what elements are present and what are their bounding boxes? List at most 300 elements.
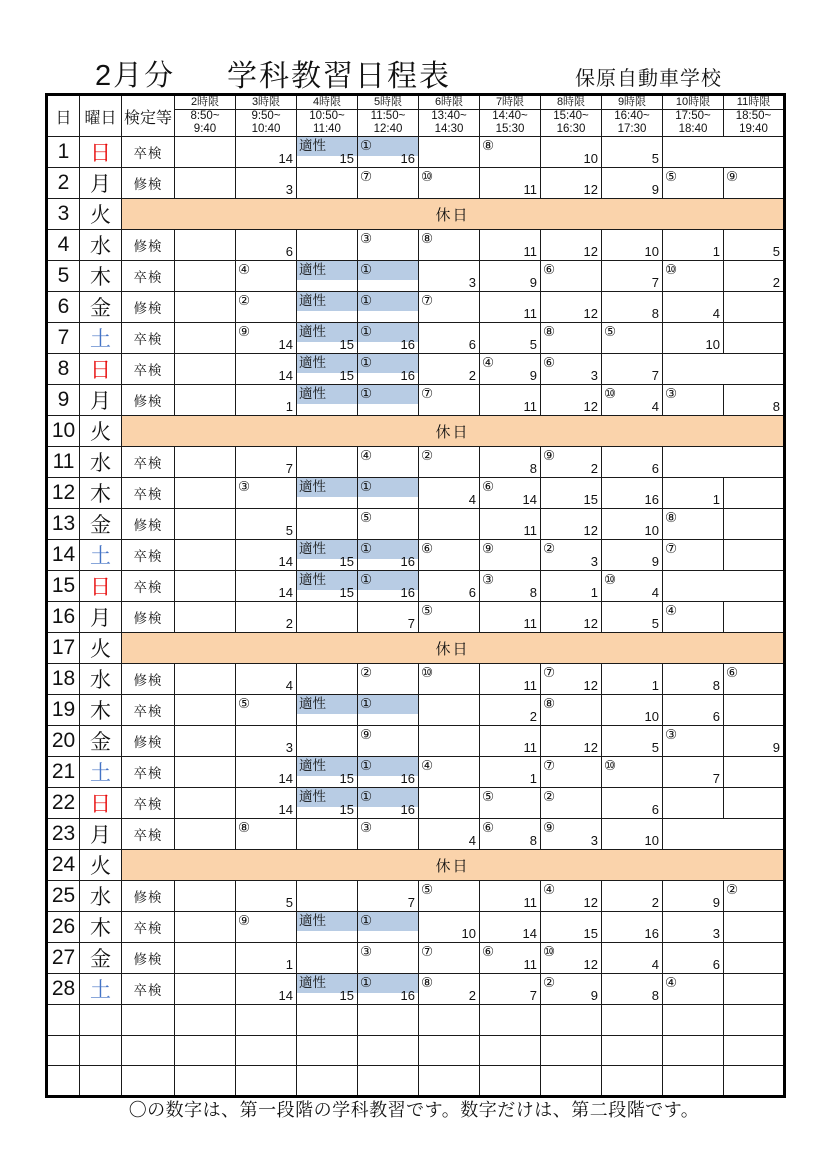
period-cell (541, 478, 602, 509)
period-cell-inner (297, 912, 357, 940)
period-cell-inner (541, 261, 601, 289)
period-cell (358, 943, 419, 974)
header-period-name: 11時限 (724, 95, 785, 110)
period-cell-inner (358, 230, 418, 258)
stage2-number: 6 (468, 585, 476, 600)
day-number-cell: 10 (47, 416, 80, 447)
period-cell-inner (724, 292, 783, 320)
period-cell-inner (480, 540, 540, 568)
stage1-label (236, 1066, 296, 1085)
period-cell (480, 354, 541, 385)
period-cell (175, 323, 236, 354)
period-cell (480, 602, 541, 633)
stage2-number: 16 (400, 802, 415, 817)
period-cell-inner (724, 757, 783, 785)
stage2-number: 1 (529, 771, 537, 786)
period-cell (236, 447, 297, 478)
period-cell-inner (602, 447, 662, 475)
day-row (47, 974, 785, 1005)
period-cell (480, 478, 541, 509)
stage1-label: ⑩ (604, 758, 617, 773)
period-start-time: 17:50~ (675, 110, 711, 122)
period-cell-inner (419, 230, 479, 258)
period-cell (236, 1005, 297, 1036)
header-period-name: 3時限 (236, 95, 297, 110)
weekday-cell: 月 (80, 385, 122, 416)
stage1-label (175, 726, 235, 745)
day-number-cell: 4 (47, 230, 80, 261)
period-cell-inner (297, 478, 357, 506)
period-cell-inner (541, 571, 601, 599)
period-cell-inner (663, 323, 723, 351)
stage1-label (419, 726, 479, 745)
period-cell (724, 974, 785, 1005)
stage1-label (236, 1036, 296, 1055)
stage2-number: 10 (644, 833, 659, 848)
period-cell-inner (297, 695, 357, 723)
stage2-number: 6 (468, 337, 476, 352)
stage1-label: ① (358, 323, 418, 342)
period-cell-inner (663, 695, 723, 723)
period-cell (358, 137, 419, 168)
day-number-cell: 6 (47, 292, 80, 323)
period-cell (175, 726, 236, 757)
stage1-label: ⑩ (665, 262, 678, 277)
period-cell-inner (236, 943, 296, 971)
period-cell (297, 602, 358, 633)
period-cell-inner (663, 974, 723, 1002)
header-period-time (602, 110, 663, 137)
period-cell (541, 602, 602, 633)
weekday-cell: 金 (80, 943, 122, 974)
period-cell-inner (297, 974, 357, 1002)
stage1-label: ① (358, 137, 418, 156)
period-cell-inner (175, 943, 235, 971)
period-cell-inner (358, 943, 418, 971)
period-cell-inner (297, 540, 357, 568)
period-cell (724, 1005, 785, 1036)
exam-type-cell: 卒検 (122, 323, 175, 354)
stage1-label: ⑤ (360, 510, 373, 525)
period-cell (724, 881, 785, 912)
stage2-number: 16 (400, 771, 415, 786)
day-row (47, 354, 785, 385)
period-cell-inner (602, 1036, 662, 1064)
period-cell-inner (175, 1005, 235, 1033)
stage2-number: 14 (278, 802, 293, 817)
stage1-label (724, 1005, 783, 1024)
period-end-time: 11:40 (313, 123, 341, 135)
stage1-label: ⑤ (604, 324, 617, 339)
stage1-label (724, 602, 783, 621)
period-cell-inner (175, 1066, 235, 1094)
period-cell (419, 788, 480, 819)
period-cell (541, 354, 602, 385)
period-cell (297, 788, 358, 819)
stage2-number: 12 (583, 523, 598, 538)
period-cell (724, 323, 785, 354)
period-cell (297, 664, 358, 695)
period-cell (602, 1066, 663, 1097)
stage2-number: 8 (772, 399, 780, 414)
period-cell-inner (480, 695, 540, 723)
page-title: 学科教習日程表 (227, 60, 451, 93)
day-row (47, 695, 785, 726)
period-cell (724, 385, 785, 416)
period-cell-inner (480, 323, 540, 351)
period-cell (236, 819, 297, 850)
period-cell-inner (175, 757, 235, 785)
period-cell-inner (541, 943, 601, 971)
period-cell (602, 168, 663, 199)
period-cell-inner (358, 912, 418, 940)
period-cell (602, 478, 663, 509)
period-cell (175, 354, 236, 385)
day-row (47, 912, 785, 943)
stage1-label: ④ (238, 262, 251, 277)
weekday-cell: 火 (80, 633, 122, 664)
stage1-label: ③ (665, 727, 678, 742)
stage1-label: ⑨ (482, 541, 495, 556)
stage2-number: 11 (523, 740, 537, 755)
weekday-cell: 火 (80, 850, 122, 881)
header-day: 日 (47, 95, 80, 137)
period-cell (480, 168, 541, 199)
period-cell-inner (663, 540, 723, 568)
weekday-cell (80, 1005, 122, 1036)
period-cell-inner (724, 943, 783, 971)
period-cell (663, 757, 724, 788)
stage1-label (663, 1066, 723, 1085)
period-cell-inner (602, 1005, 662, 1033)
stage1-label: ③ (238, 479, 251, 494)
exam-type-cell: 卒検 (122, 261, 175, 292)
stage2-number: 1 (285, 399, 293, 414)
stage2-number: 14 (278, 368, 293, 383)
period-cell-inner (419, 261, 479, 289)
weekday-cell: 金 (80, 292, 122, 323)
period-cell-inner (175, 726, 235, 754)
stage1-label (541, 1036, 601, 1055)
exam-type-cell: 修検 (122, 664, 175, 695)
period-start-time: 8:50~ (190, 110, 220, 122)
stage1-label (663, 788, 723, 807)
holiday-row (47, 633, 785, 664)
stage1-label: ③ (360, 231, 373, 246)
period-cell (541, 385, 602, 416)
period-cell (419, 478, 480, 509)
period-cell (541, 695, 602, 726)
period-cell-inner (236, 385, 296, 413)
period-cell-inner (175, 788, 235, 816)
day-row (47, 509, 785, 540)
period-cell (175, 819, 236, 850)
stage2-number: 14 (278, 585, 293, 600)
period-cell (602, 664, 663, 695)
period-cell-inner (175, 261, 235, 289)
period-cell-inner (480, 447, 540, 475)
stage2-number: 6 (285, 244, 293, 259)
stage2-number: 12 (583, 399, 598, 414)
period-end-time: 18:40 (678, 123, 708, 135)
day-row (47, 819, 785, 850)
period-cell-inner (602, 168, 662, 196)
period-cell (175, 168, 236, 199)
day-number-cell: 19 (47, 695, 80, 726)
stage1-label (175, 292, 235, 311)
period-cell-inner (419, 726, 479, 754)
period-cell-inner (236, 664, 296, 692)
period-cell (419, 323, 480, 354)
weekday-cell (80, 1035, 122, 1066)
day-row (47, 540, 785, 571)
period-cell (480, 137, 541, 168)
stage2-number: 4 (651, 399, 659, 414)
day-number-cell: 21 (47, 757, 80, 788)
period-cell (663, 323, 724, 354)
period-cell (175, 137, 236, 168)
stage1-label (663, 1036, 723, 1055)
stage2-number: 12 (583, 244, 598, 259)
period-cell-inner (358, 881, 418, 909)
period-cell (724, 695, 785, 726)
period-cell-inner (724, 230, 783, 258)
period-cell (541, 571, 602, 602)
stage1-label (175, 540, 235, 559)
period-cell (358, 447, 419, 478)
header-period-time (419, 110, 480, 137)
weekday-cell: 日 (80, 354, 122, 385)
exam-type-cell: 卒検 (122, 819, 175, 850)
period-cell-inner (663, 1066, 723, 1094)
period-cell-inner (663, 664, 723, 692)
header-exam: 検定等 (122, 95, 175, 137)
stage1-label: ① (358, 757, 418, 776)
period-cell-inner (358, 478, 418, 506)
period-cell (358, 230, 419, 261)
header-period-time (724, 110, 785, 137)
header-period-time (480, 110, 541, 137)
period-cell-inner (724, 695, 783, 723)
period-cell (724, 261, 785, 292)
period-cell-inner (541, 1005, 601, 1033)
stage2-number: 3 (712, 926, 720, 941)
stage1-label (175, 943, 235, 962)
stage1-label: ① (358, 354, 418, 373)
stage2-number: 9 (651, 554, 659, 569)
period-cell-inner (358, 695, 418, 723)
period-cell (358, 695, 419, 726)
period-cell-inner (175, 881, 235, 909)
exam-type-cell: 卒検 (122, 757, 175, 788)
stage1-label: ⑤ (421, 882, 434, 897)
period-cell (663, 1035, 724, 1066)
period-cell-merged (663, 447, 785, 478)
period-cell-inner (602, 478, 662, 506)
period-cell-inner (541, 323, 601, 351)
weekday-cell: 火 (80, 199, 122, 230)
stage2-number: 8 (529, 585, 537, 600)
period-cell-inner (541, 540, 601, 568)
period-cell-inner (724, 385, 783, 413)
period-cell-inner (358, 137, 418, 165)
period-cell (541, 819, 602, 850)
stage2-number: 11 (523, 182, 537, 197)
stage1-label (297, 943, 357, 962)
day-number-cell: 27 (47, 943, 80, 974)
period-cell (480, 881, 541, 912)
period-cell-inner (419, 602, 479, 630)
period-cell (602, 292, 663, 323)
stage1-label: ④ (543, 882, 556, 897)
stage1-label: 適性 (297, 571, 357, 590)
period-cell-inner (602, 974, 662, 1002)
stage2-number: 12 (583, 740, 598, 755)
period-cell (236, 695, 297, 726)
period-cell-inner (602, 540, 662, 568)
period-cell (541, 974, 602, 1005)
period-cell (358, 261, 419, 292)
period-cell (724, 509, 785, 540)
period-end-time: 16:30 (556, 123, 586, 135)
period-cell-inner (297, 385, 357, 413)
period-cell-inner (724, 1005, 783, 1033)
stage1-label (724, 788, 783, 807)
period-cell-inner (724, 726, 783, 754)
period-cell (541, 788, 602, 819)
period-cell (358, 1005, 419, 1036)
stage2-number: 7 (651, 275, 659, 290)
stage2-number: 14 (278, 151, 293, 166)
period-cell-inner (480, 137, 540, 165)
period-cell (480, 261, 541, 292)
stage2-number: 9 (772, 740, 780, 755)
period-cell-inner (663, 1036, 723, 1064)
period-cell-inner (663, 478, 723, 506)
period-cell-inner (419, 1005, 479, 1033)
period-cell-inner (419, 819, 479, 847)
stage2-number: 4 (651, 957, 659, 972)
stage1-label (175, 354, 235, 373)
day-number-cell (47, 1035, 80, 1066)
period-cell-inner (358, 354, 418, 382)
stage1-label (724, 1066, 783, 1085)
day-number-cell: 2 (47, 168, 80, 199)
period-cell-inner (358, 1036, 418, 1064)
period-cell-inner (297, 602, 357, 630)
period-cell-inner (663, 912, 723, 940)
period-cell (236, 292, 297, 323)
period-cell (175, 540, 236, 571)
stage1-label: 適性 (297, 261, 357, 280)
period-cell-inner (480, 1066, 540, 1094)
stage2-number: 16 (400, 337, 415, 352)
stage1-label (175, 323, 235, 342)
period-cell-inner (663, 602, 723, 630)
period-cell-inner (175, 664, 235, 692)
stage2-number: 9 (529, 368, 537, 383)
period-cell (541, 509, 602, 540)
stage2-number: 3 (468, 275, 476, 290)
period-cell-inner (480, 602, 540, 630)
period-cell-inner (358, 757, 418, 785)
period-cell (602, 912, 663, 943)
period-cell (541, 137, 602, 168)
period-cell (297, 137, 358, 168)
period-start-time: 18:50~ (735, 110, 772, 122)
period-cell-inner (297, 447, 357, 475)
stage1-label (419, 137, 479, 156)
stage1-label: ⑨ (726, 169, 739, 184)
stage2-number: 15 (339, 988, 354, 1003)
period-cell-inner (541, 478, 601, 506)
period-cell (724, 726, 785, 757)
period-cell (358, 726, 419, 757)
period-cell-inner (541, 757, 601, 785)
period-cell (602, 323, 663, 354)
stage2-number: 3 (590, 554, 598, 569)
header-period-name: 8時限 (541, 95, 602, 110)
exam-type-cell: 卒検 (122, 137, 175, 168)
period-cell (175, 695, 236, 726)
period-cell (724, 602, 785, 633)
period-end-time: 14:30 (434, 123, 464, 135)
stage1-label: ① (358, 385, 418, 404)
exam-type-cell: 卒検 (122, 478, 175, 509)
stage2-number: 7 (529, 988, 537, 1003)
period-end-time: 9:40 (193, 123, 217, 135)
period-cell-inner (175, 323, 235, 351)
period-cell (663, 974, 724, 1005)
period-cell (236, 1066, 297, 1097)
stage2-number: 9 (712, 895, 720, 910)
period-cell (175, 509, 236, 540)
weekday-cell: 土 (80, 323, 122, 354)
period-cell (724, 912, 785, 943)
period-cell (358, 292, 419, 323)
period-cell-inner (236, 912, 296, 940)
stage2-number: 3 (285, 740, 293, 755)
period-cell-inner (602, 695, 662, 723)
period-cell (175, 943, 236, 974)
stage2-number: 8 (651, 988, 659, 1003)
period-cell (419, 230, 480, 261)
stage2-number: 15 (339, 802, 354, 817)
period-cell (480, 819, 541, 850)
stage2-number: 2 (529, 709, 537, 724)
stage1-label: ③ (482, 572, 495, 587)
stage1-label (358, 1036, 418, 1055)
period-cell (236, 571, 297, 602)
period-cell (541, 168, 602, 199)
period-cell-inner (480, 943, 540, 971)
day-number-cell: 11 (47, 447, 80, 478)
stage2-number: 15 (583, 926, 598, 941)
period-cell-inner (358, 447, 418, 475)
period-start-time: 13:40~ (431, 110, 467, 122)
period-cell (175, 602, 236, 633)
exam-type-cell: 修検 (122, 881, 175, 912)
stage1-label: ⑩ (604, 572, 617, 587)
period-cell-inner (602, 912, 662, 940)
stage1-label: ⑧ (421, 975, 434, 990)
stage1-label (297, 664, 357, 683)
period-cell-inner (419, 943, 479, 971)
stage2-number: 10 (644, 244, 659, 259)
stage1-label (297, 1005, 357, 1024)
period-cell (175, 447, 236, 478)
day-number-cell: 12 (47, 478, 80, 509)
